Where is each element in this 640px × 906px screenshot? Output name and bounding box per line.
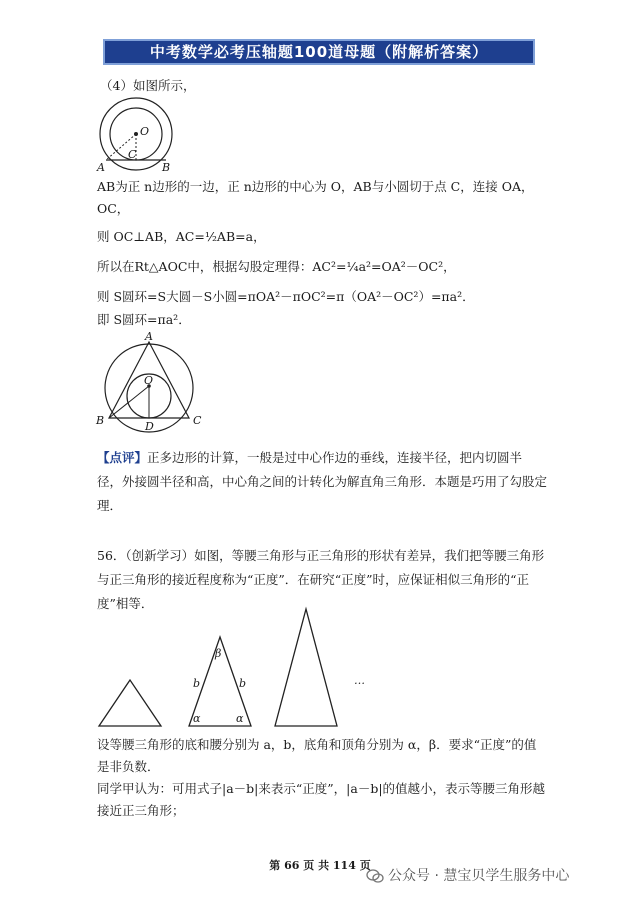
label-alpha-right: α [236, 712, 244, 725]
part4-line4: 所以在Rt△AOC中，根据勾股定理得：AC²=¼a²=OA²－OC²， [97, 259, 456, 274]
label-a: A [97, 161, 105, 174]
label-alpha-left: α [193, 712, 201, 725]
comment-text: 正多边形的计算，一般是过中心作边的垂线，连接半径，把内切圆半径，外接圆半径和高，中心角之间的计转化为解直角三角形．本题是巧用了勾股定理． [97, 450, 548, 513]
label-d2: D [145, 420, 154, 433]
label-c2: C [193, 414, 202, 427]
label-a2: A [145, 330, 153, 343]
part4-line5: 则 S圆环=S大圆－S小圆=πOA²－πOC²=π（OA²－OC²）=πa²． [97, 289, 475, 304]
segment-ob [109, 386, 149, 418]
label-b-right: b [239, 677, 247, 690]
center-dot [134, 132, 138, 136]
part4-line6: 即 S圆环=πa²． [97, 312, 191, 327]
figure-triangles [94, 604, 374, 732]
figure-triangle-circles [94, 330, 208, 436]
page-number: 第 66 页 共 114 页 [269, 859, 371, 872]
title-banner: 中考数学必考压轴题100道母题（附解析答案） [103, 39, 535, 65]
equilateral-triangle-small [99, 680, 161, 726]
question-56-para2: 同学甲认为：可用式子|a－b|来表示“正度”，|a－b|的值越小，表示等腰三角形越接近正三角形； [97, 781, 546, 818]
label-b2: B [96, 414, 105, 427]
question-56-para1: 设等腰三角形的底和腰分别为 a，b，底角和顶角分别为 α，β．要求“正度”的值是非负数． [97, 737, 537, 774]
label-beta: β [215, 647, 222, 660]
question-56-text: 56．（创新学习）如图，等腰三角形与正三角形的形状有差异，我们把等腰三角形与正三角形的接近程度称为“正度”．在研究“正度”时，应保证相似三角形的“正度”相等． [97, 548, 545, 611]
comment-tag: 【点评】 [97, 450, 148, 465]
comment-paragraph [97, 446, 547, 518]
label-o2: O [144, 374, 154, 387]
label-c: C [128, 148, 137, 161]
isosceles-triangle-tall [275, 609, 337, 726]
label-b-left: b [193, 677, 201, 690]
part4-line2: OC， [97, 201, 130, 216]
part4-intro: （4）如图所示， [100, 78, 196, 93]
label-ellipsis: … [354, 674, 365, 687]
watermark-text: 公众号 · 慧宝贝学生服务中心 [388, 868, 570, 884]
part4-line3: 则 OC⊥AB，AC=½AB=a， [97, 229, 266, 244]
figure-concentric-circles [92, 96, 182, 174]
part4-line1: AB为正 n边形的一边，正 n边形的中心为 O，AB与小圆切于点 C，连接 OA， [97, 179, 534, 194]
wechat-icon [366, 869, 384, 883]
label-b: B [162, 161, 171, 174]
label-o: O [140, 125, 150, 138]
watermark [366, 865, 569, 885]
